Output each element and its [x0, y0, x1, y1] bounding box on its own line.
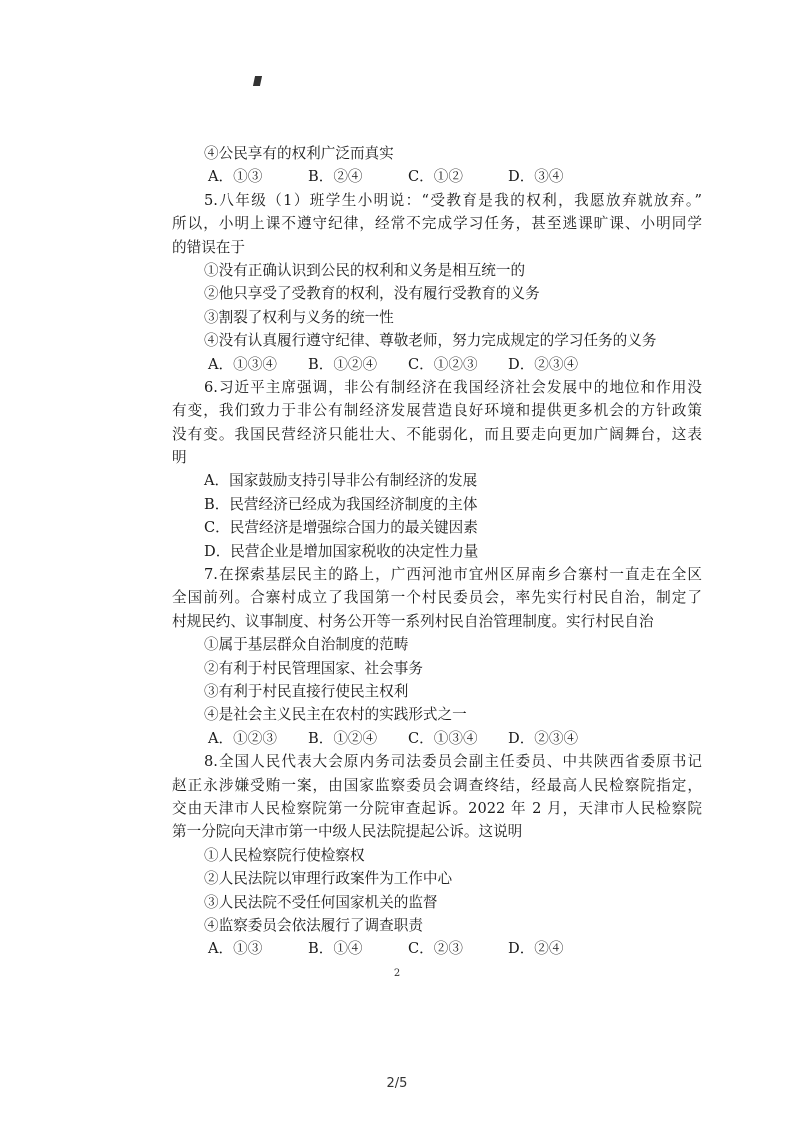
q8-stem-line-2: 赵正永涉嫌受贿一案，由国家监察委员会调查终结，经最高人民检察院指定，	[172, 776, 702, 794]
q8-stem-line-1: 8.全国人民代表大会原内务司法委员会副主任委员、中共陕西省委原书记	[204, 753, 702, 771]
q7-options	[172, 727, 702, 750]
q6-stem-line-2: 有变，我们致力于非公有制经济发展营造良好环境和提供更多机会的方针政策	[172, 402, 702, 420]
q5-options	[172, 353, 702, 376]
q7-option-b: B．①②④	[308, 729, 378, 747]
q8-stem-line-3: 交由天津市人民检察院第一分院审查起诉。2022 年 2 月，天津市人民检察院	[172, 799, 702, 817]
scan-mark	[253, 76, 262, 86]
q5-option-a: A．①③④	[208, 355, 277, 373]
q6-stem-line-1: 6.习近平主席强调，非公有制经济在我国经济社会发展中的地位和作用没	[204, 378, 702, 396]
q8-item-4: ④监察委员会依法履行了调查职责	[204, 916, 423, 934]
q4-option-a: A．①③	[208, 168, 263, 186]
q6-option-b: B．民营经济已经成为我国经济制度的主体	[204, 495, 478, 513]
q8-option-c: C．②③	[408, 940, 463, 958]
q5-item-2: ②他只享受了受教育的权利，没有履行受教育的义务	[204, 285, 540, 303]
q5-item-1: ①没有正确认识到公民的权利和义务是相互统一的	[204, 261, 526, 279]
q7-item-4: ④是社会主义民主在农村的实践形式之一	[204, 706, 467, 724]
q5-stem-line-3: 的错误在于	[172, 238, 245, 256]
q6-option-c: C．民营经济是增强综合国力的最关键因素	[204, 519, 478, 537]
q7-item-2: ②有利于村民管理国家、社会事务	[204, 659, 423, 677]
q8-item-1: ①人民检察院行使检察权	[204, 846, 365, 864]
q5-item-4: ④没有认真履行遵守纪律、尊敬老师，努力完成规定的学习任务的义务	[204, 332, 657, 350]
q4-options	[172, 165, 702, 188]
page-number: 2	[393, 968, 401, 979]
q7-stem-line-3: 村规民约、议事制度、村务公开等一系列村民自治管理制度。实行村民自治	[172, 612, 654, 630]
q7-stem-line-2: 全国前列。合寨村成立了我国第一个村民委员会，率先实行村民自治，制定了	[172, 589, 702, 607]
exam-page	[172, 142, 702, 961]
q5-option-c: C．①②③	[408, 355, 478, 373]
q6-option-d: D．民营企业是增加国家税收的决定性力量	[204, 542, 479, 560]
q7-option-c: C．①③④	[408, 729, 478, 747]
q7-stem-line-1: 7.在探索基层民主的路上，广西河池市宜州区屏南乡合寨村一直走在全区	[204, 566, 702, 584]
q8-option-b: B．①④	[308, 940, 363, 958]
q8-options	[172, 937, 702, 960]
q4-option-c: C．①②	[408, 168, 463, 186]
q8-stem-line-4: 第一分院向天津市第一中级人民法院提起公诉。这说明	[172, 823, 523, 841]
q7-item-3: ③有利于村民直接行使民主权利	[204, 682, 409, 700]
q6-stem-line-3: 没有变。我国民营经济只能壮大、不能弱化，而且要走向更加广阔舞台，这表	[172, 425, 702, 443]
q4-item-4: ④公民享有的权利广泛而真实	[204, 145, 394, 162]
q5-option-d: D．②③④	[508, 355, 579, 373]
q7-item-1: ①属于基层群众自治制度的范畴	[204, 636, 409, 654]
q4-option-d: D．③④	[508, 168, 564, 186]
q5-option-b: B．①②④	[308, 355, 378, 373]
q8-option-d: D．②④	[508, 940, 564, 958]
q4-option-b: B．②④	[308, 168, 363, 186]
q8-option-a: A．①③	[208, 940, 263, 958]
q7-option-a: A．①②③	[208, 729, 277, 747]
q5-stem-line-2: 所以，小明上课不遵守纪律，经常不完成学习任务，甚至逃课旷课、小明同学	[172, 215, 702, 233]
q5-stem-line-1: 5.八年级（1）班学生小明说：“受教育是我的权利，我愿放弃就放弃。”	[204, 191, 702, 209]
q7-option-d: D．②③④	[508, 729, 579, 747]
q6-stem-line-4: 明	[172, 449, 187, 467]
q5-item-3: ③割裂了权利与义务的统一性	[204, 308, 394, 326]
q8-item-3: ③人民法院不受任何国家机关的监督	[204, 893, 438, 911]
q8-item-2: ②人民法院以审理行政案件为工作中心	[204, 870, 453, 888]
page-indicator: 2/5	[386, 1076, 408, 1091]
q6-option-a: A．国家鼓励支持引导非公有制经济的发展	[204, 472, 478, 490]
